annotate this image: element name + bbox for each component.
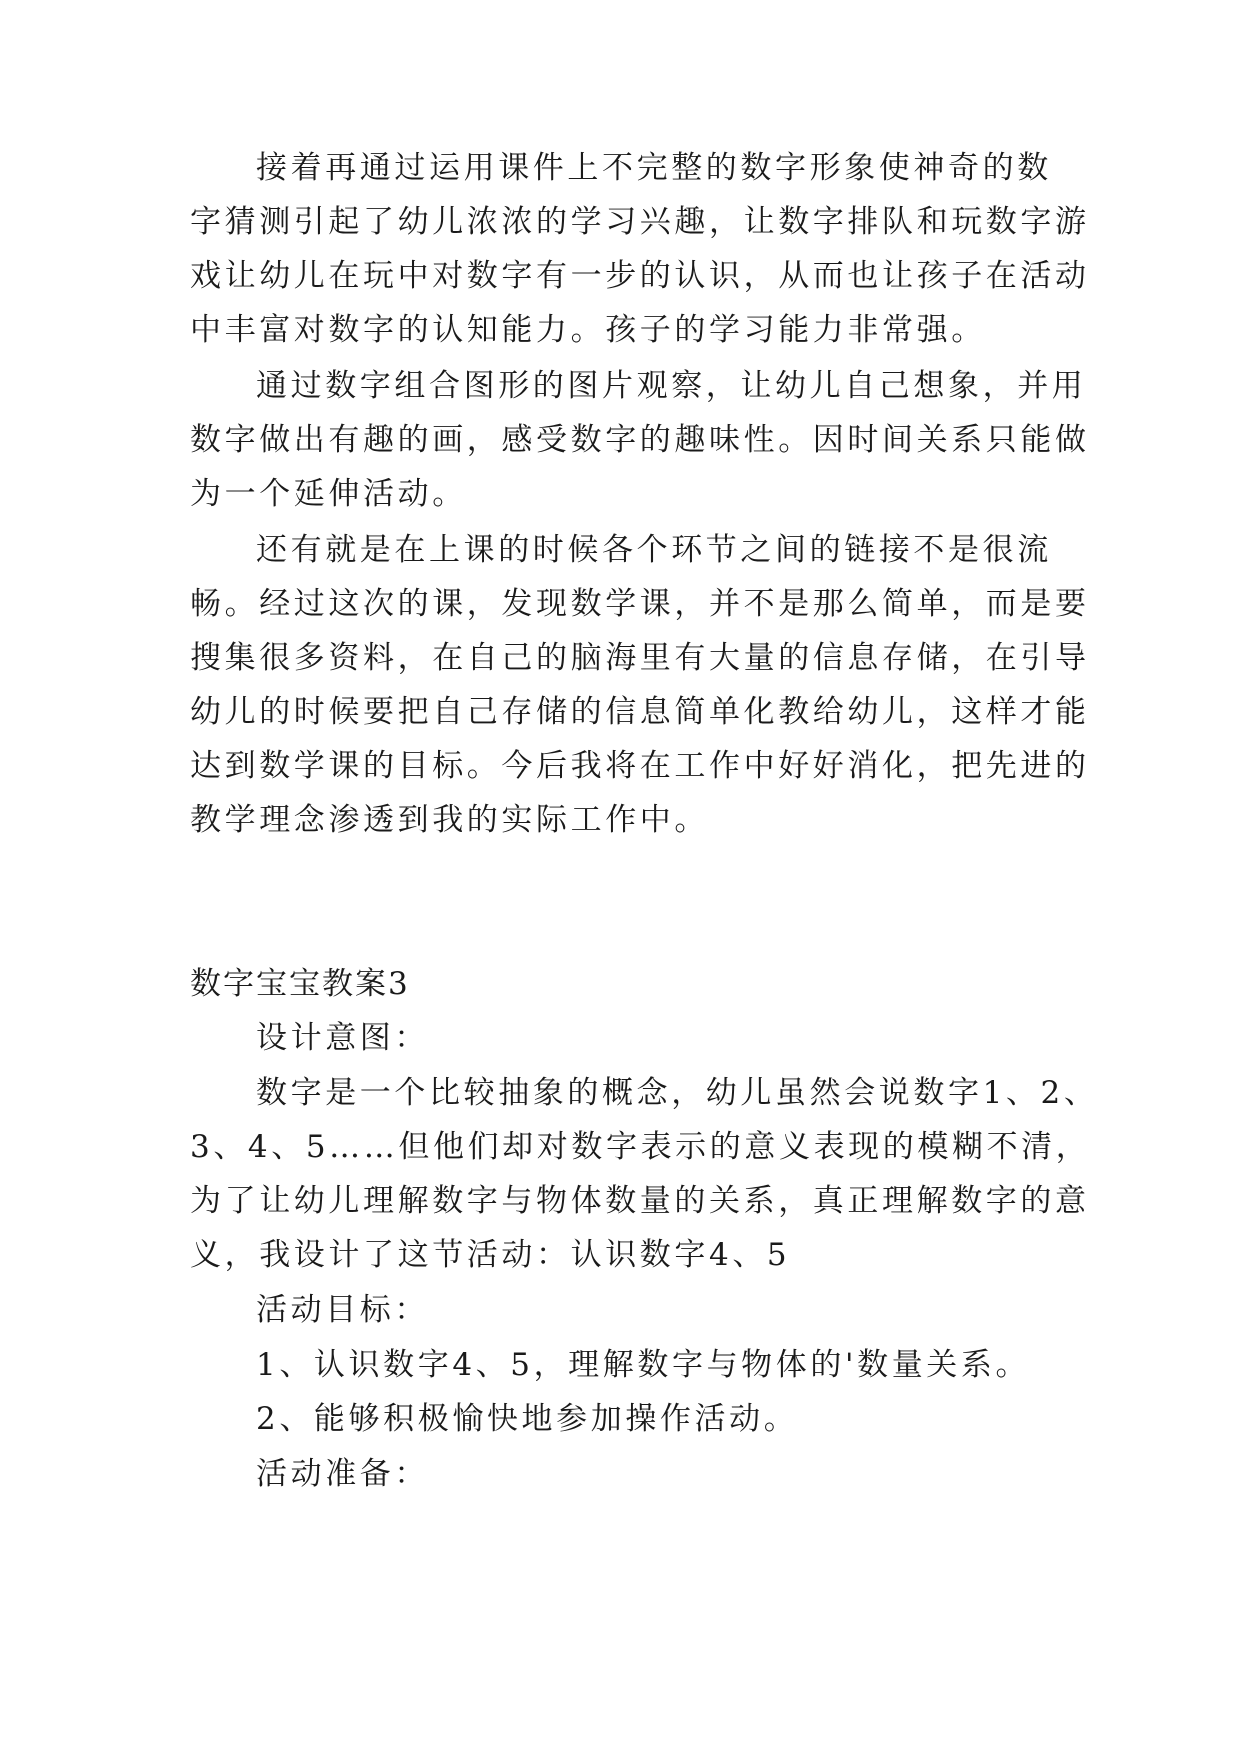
paragraph-1-line-2: 字猜测引起了幼儿浓浓的学习兴趣，让数字排队和玩数字游 [190,204,1090,240]
goal-item-1: 1、认识数字4、5，理解数字与物体的'数量关系。 [256,1347,1031,1383]
paragraph-3-line-4: 幼儿的时候要把自己存储的信息简单化教给幼儿，这样才能 [190,694,1090,730]
design-intent-line-4: 义，我设计了这节活动：认识数字4、5 [190,1237,791,1273]
paragraph-1-line-4: 中丰富对数字的认知能力。孩子的学习能力非常强。 [190,312,986,348]
goal-item-2: 2、能够积极愉快地参加操作活动。 [256,1401,799,1437]
section-title: 数字宝宝教案3 [190,966,410,1002]
paragraph-3-line-6: 教学理念渗透到我的实际工作中。 [190,802,709,838]
paragraph-3-line-3: 搜集很多资料，在自己的脑海里有大量的信息存储，在引导 [190,640,1090,676]
paragraph-2-line-1: 通过数字组合图形的图片观察，让幼儿自己想象，并用 [256,368,1087,404]
paragraph-2-line-3: 为一个延伸活动。 [190,476,467,512]
paragraph-1-line-3: 戏让幼儿在玩中对数字有一步的认识，从而也让孩子在活动 [190,258,1090,294]
design-intent-line-2: 3、4、5……但他们却对数字表示的意义表现的模糊不清， [190,1129,1091,1165]
design-intent-line-3: 为了让幼儿理解数字与物体数量的关系，真正理解数字的意 [190,1183,1090,1219]
goals-label: 活动目标： [256,1292,429,1328]
preparation-label: 活动准备： [256,1456,429,1492]
paragraph-2-line-2: 数字做出有趣的画，感受数字的趣味性。因时间关系只能做 [190,422,1090,458]
paragraph-3-line-2: 畅。经过这次的课，发现数学课，并不是那么简单，而是要 [190,586,1090,622]
paragraph-1-line-1: 接着再通过运用课件上不完整的数字形象使神奇的数 [256,150,1052,186]
design-intent-label: 设计意图： [256,1020,429,1056]
paragraph-3-line-1: 还有就是在上课的时候各个环节之间的链接不是很流 [256,532,1052,568]
design-intent-line-1: 数字是一个比较抽象的概念，幼儿虽然会说数字1、2、 [256,1075,1099,1111]
paragraph-3-line-5: 达到数学课的目标。今后我将在工作中好好消化，把先进的 [190,748,1090,784]
